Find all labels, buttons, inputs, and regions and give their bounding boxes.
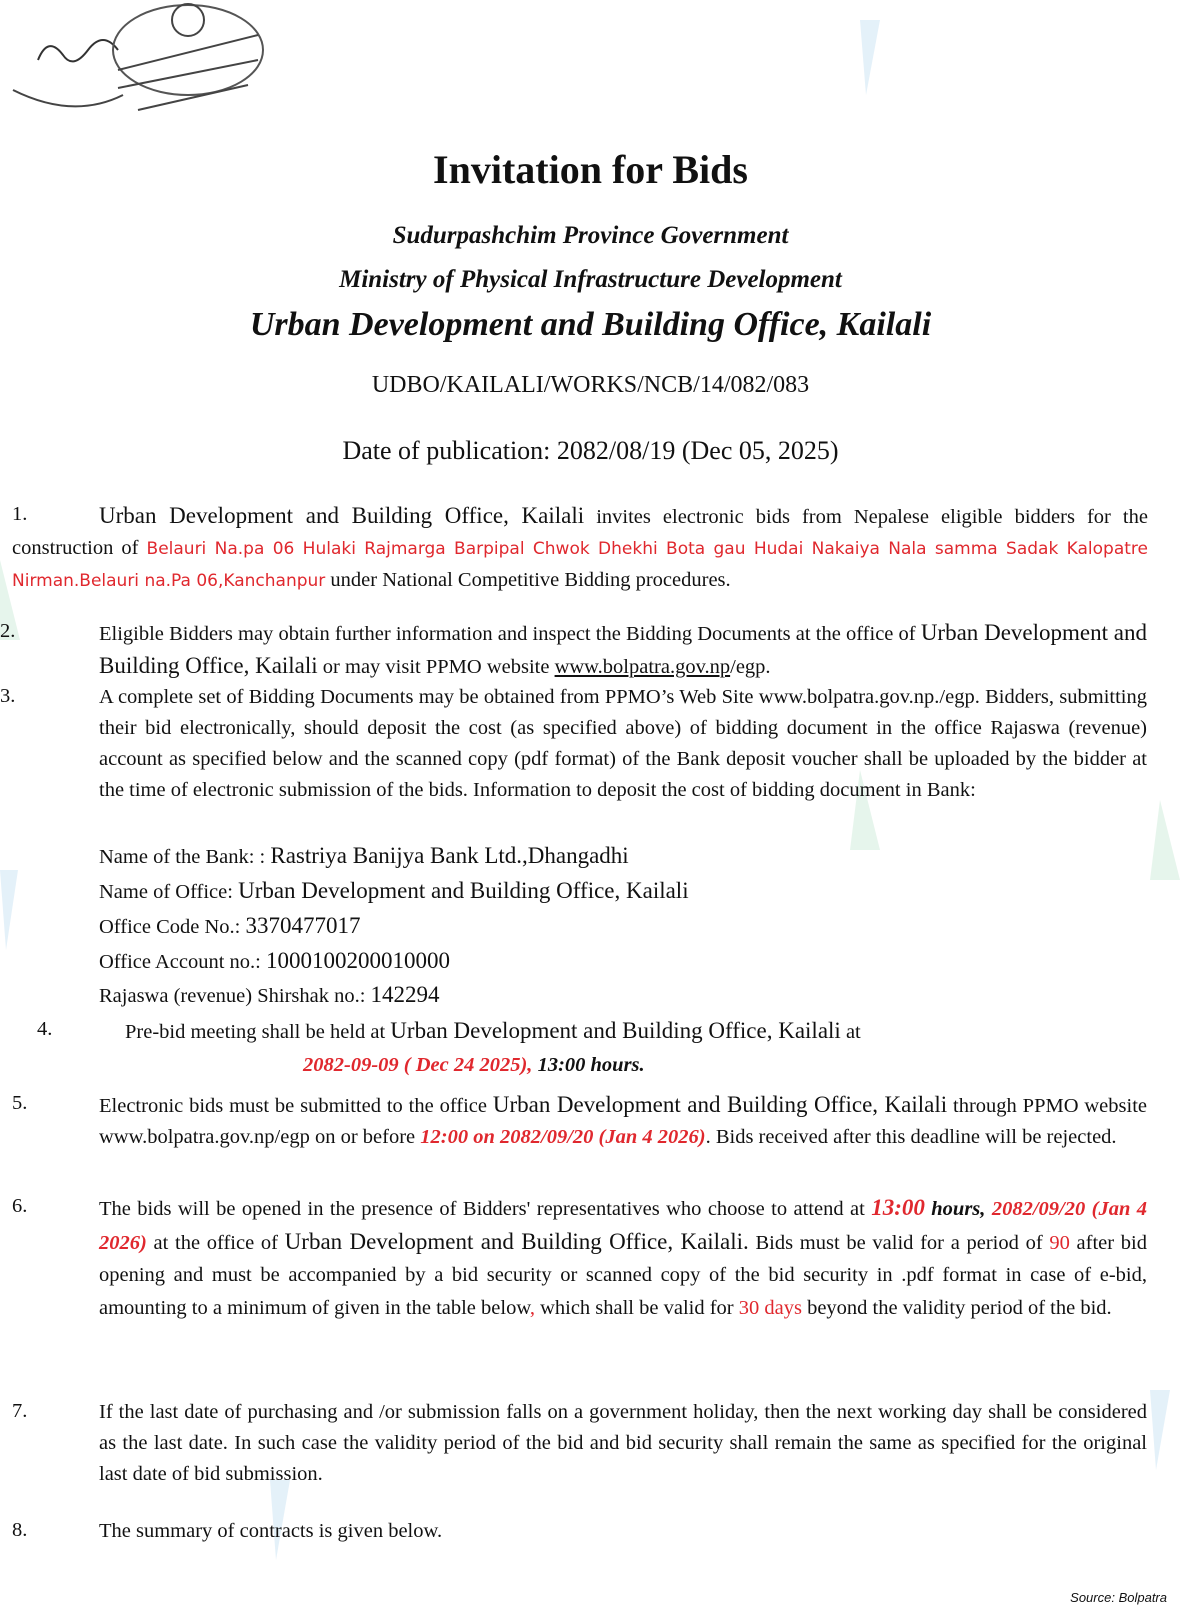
bolpatra-link[interactable]: www.bolpatra.gov.np: [554, 656, 731, 678]
bank-value: 142294: [370, 982, 440, 1007]
item-text: through PPMO website www.bolpatra.gov.np/egp on or before: [99, 1095, 1148, 1148]
item-text: Eligible Bidders may obtain further information and inspect the Bidding Documents at the office of: [99, 623, 921, 645]
item-text: beyond the validity period of the bid.: [801, 1296, 1112, 1319]
item-text: Bids must be valid for a period of: [748, 1231, 1050, 1254]
office-code-line: [99, 913, 361, 939]
item-number: 4.: [37, 1018, 53, 1040]
item-3: A complete set of Bidding Documents may be obtained from PPMO’s Web Site www.bolpatra.gov.np./egp. Bidders, submitting their bid electronically, should deposit the cost (as specified above) of bidding document in the office Rajaswa (revenue) account as specified below and the scanned copy (pdf format) of the Bank deposit voucher shall be uploaded by the bidder at the time of electronic submission of the bids. Information to deposit the cost of bidding document in Bank:: [99, 686, 1147, 801]
bank-value: 1000100200010000: [266, 948, 450, 973]
item-number: 6.: [12, 1195, 28, 1217]
item-8: The summary of contracts is given below.: [99, 1520, 443, 1542]
page-title: Invitation for Bids: [433, 147, 748, 192]
office-name-text: Urban Development and Building Office, Kailali.: [284, 1228, 749, 1254]
item-1: [12, 500, 1148, 597]
bank-value: 3370477017: [245, 913, 361, 938]
item-text: under National Competitive Bidding procedures.: [325, 569, 731, 591]
publication-date: Date of publication: 2082/08/19 (Dec 05, 2025): [342, 436, 839, 465]
office-name-text: Urban Development and Building Office: [99, 503, 504, 528]
item-5: [99, 1089, 1147, 1153]
item-text: or may visit PPMO website: [317, 656, 555, 678]
office-name-text: Urban Development and Building Office, Kailali: [492, 1092, 948, 1117]
reference-number: UDBO/KAILALI/WORKS/NCB/14/082/083: [371, 372, 810, 398]
security-validity: 30 days: [738, 1296, 802, 1319]
official-stamp-signature: [8, 0, 268, 135]
bank-name-line: [99, 843, 629, 869]
item-text: /egp.: [730, 656, 771, 678]
item-7: If the last date of purchasing and /or submission falls on a government holiday, then the next working day shall be considered as the last date. In such case the validity period of the bid and bid security shall remain the same as specified for the original last date of bid submission.: [99, 1401, 1147, 1485]
item-number: 1.: [12, 503, 28, 525]
revenue-shirshak-line: [99, 982, 440, 1008]
pre-bid-datetime: [303, 1050, 645, 1081]
project-name: Belauri Na.pa 06 Hulaki Rajmarga Barpipal Chwok Dhekhi Bota gau Hudai Nakaiya Nala samma Sadak Kalopatre Nirman.Belauri na.Pa 06,Kanchanpur: [12, 539, 1148, 591]
item-text: after bid opening and must be accompanied by a bid security or scanned copy of the bid security in .pdf format in case of e-bid, amounting to a minimum of given in the table below: [99, 1231, 1147, 1319]
bank-value: Rastriya Banijya Bank Ltd.,Dhangadhi: [270, 843, 629, 868]
opening-time: 13:00: [871, 1195, 925, 1220]
bank-label: Name of the Bank: :: [99, 846, 271, 868]
item-text: at: [840, 1021, 861, 1043]
item-text: The bids will be opened in the presence of Bidders' representatives who choose to attend at: [99, 1198, 872, 1220]
item-number: 5.: [12, 1092, 28, 1114]
item-text: ,: [529, 1296, 535, 1319]
bank-value: Urban Development and Building Office, Kailali: [238, 878, 689, 903]
validity-days: 90: [1049, 1231, 1070, 1254]
item-text: at the office of: [146, 1231, 285, 1254]
bank-label: Office Code No.:: [99, 916, 246, 938]
opening-hours-label: hours,: [924, 1198, 986, 1220]
item-2: [99, 617, 1147, 683]
item-number: 7.: [12, 1400, 28, 1422]
item-4: [125, 1015, 1125, 1048]
item-text: Pre-bid meeting shall be held at: [125, 1021, 391, 1043]
item-number: 3.: [0, 685, 16, 707]
office-name-line: [99, 878, 689, 904]
item-text: . Bids received after this deadline will be rejected.: [705, 1126, 1117, 1148]
bank-label: Rajaswa (revenue) Shirshak no.:: [99, 985, 371, 1007]
ministry-name: Ministry of Physical Infrastructure Development: [339, 266, 842, 293]
office-name-text: Urban Development and Building Office, Kailali: [390, 1018, 841, 1043]
opening-date: 2082/09/20 (Jan 4 2026): [99, 1198, 1148, 1254]
bank-label: Office Account no.:: [99, 951, 266, 973]
source-credit: Source: Bolpatra: [1070, 1590, 1167, 1605]
item-number: 8.: [12, 1519, 28, 1541]
item-text: Electronic bids must be submitted to the office: [99, 1095, 493, 1117]
item-number: 2.: [0, 620, 16, 642]
office-name-text: , Kailali: [503, 503, 585, 528]
office-name-text: Urban Development and Building Office, Kailali: [99, 620, 1147, 678]
office-account-line: [99, 948, 450, 974]
bank-label: Name of Office:: [99, 881, 239, 903]
office-name: Urban Development and Building Office, Kailali: [249, 306, 932, 343]
item-text: which shall be valid for: [534, 1296, 739, 1319]
government-name: Sudurpashchim Province Government: [392, 222, 789, 249]
pre-bid-time: 13:00 hours.: [537, 1054, 645, 1076]
pre-bid-date: 2082-09-09 ( Dec 24 2025),: [303, 1054, 538, 1076]
item-6: [99, 1192, 1147, 1324]
submission-deadline: 12:00 on 2082/09/20 (Jan 4 2026): [420, 1126, 706, 1148]
item-text: invites electronic bids from Nepalese eligible bidders for the construction of: [12, 506, 1148, 559]
